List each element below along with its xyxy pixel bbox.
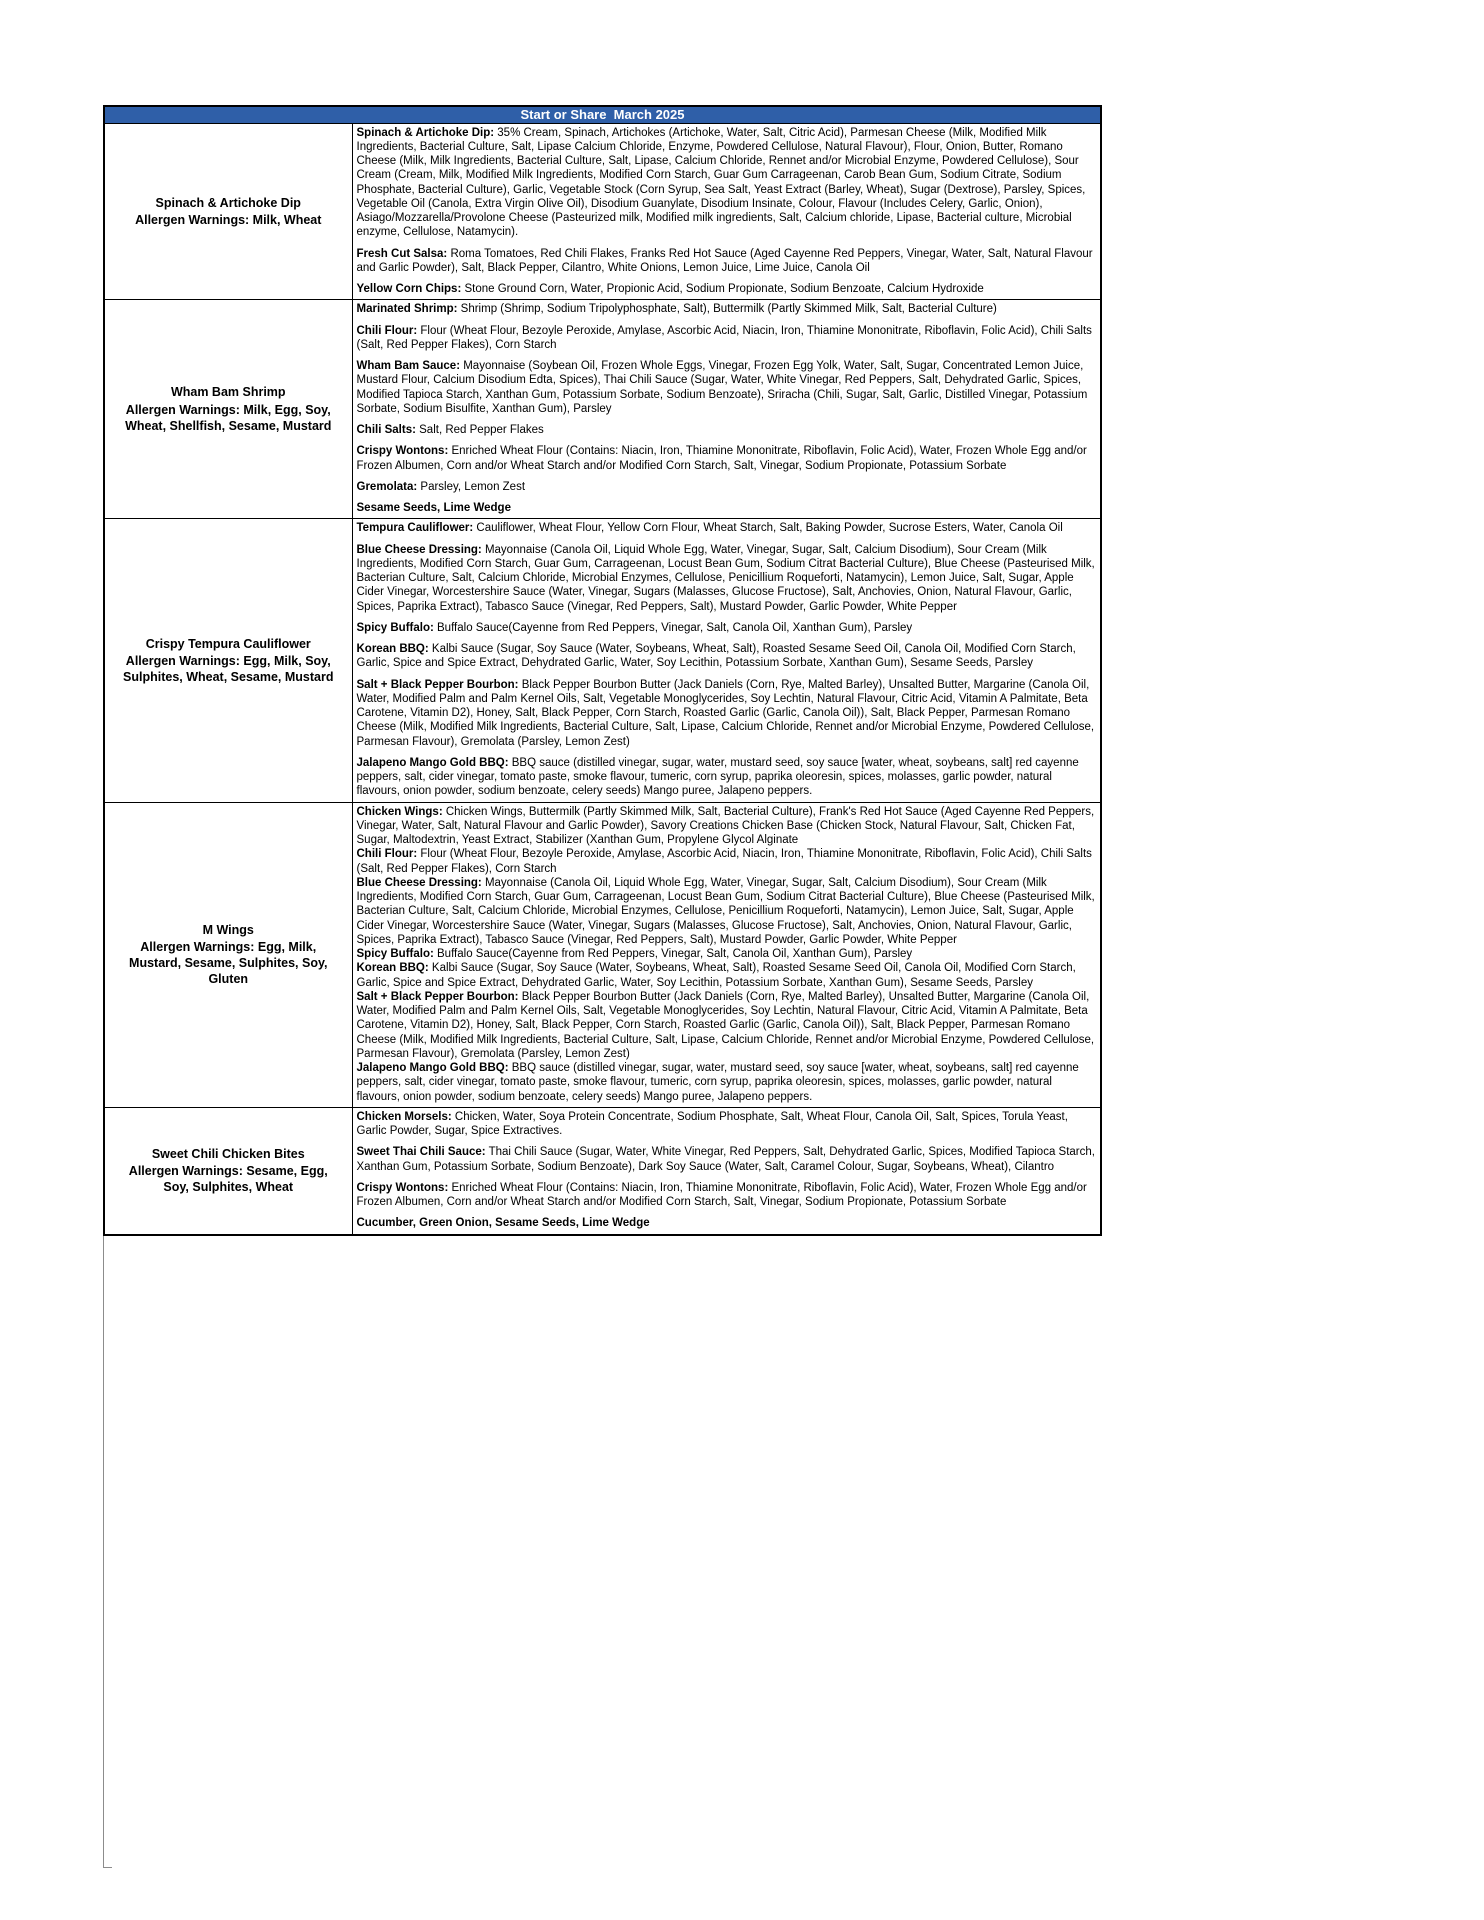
menu-row	[104, 300, 1101, 519]
ingredient-label: Crispy Wontons:	[356, 445, 449, 458]
ingredient-label: Chili Flour:	[356, 848, 418, 861]
menu-row	[104, 802, 1101, 1107]
ingredient-item: Jalapeno Mango Gold BBQ: BBQ sauce (distilled vinegar, sugar, water, mustard seed, soy sauce [water, wheat, soybeans, salt] red cayenne peppers, salt, cider vinegar, tomato paste, smoke flavour, tumeric, corn syrup, paprika oleoresin, spices, molasses, garlic powder, natural flavours, onion powder, sodium benzoate, celery seeds) Mango puree, Jalapeno peppers.	[356, 756, 1079, 798]
dish-name: M Wings	[202, 922, 254, 937]
ingredient-item: Wham Bam Sauce: Mayonnaise (Soybean Oil, Frozen Whole Eggs, Vinegar, Frozen Egg Yolk, Water, Salt, Sugar, Concentrated Lemon Juice, Mustard Flour, Calcium Disodium Edta, Spices), Thai Chili Sauce (Sugar, Water, White Vinegar, Red Peppers, Salt, Dehydrated Garlic, Spices, Modified Tapioca Starch, Xanthan Gum, Potassium Sorbate, Sodium Benzoate), Sriracha (Chili, Sugar, Salt, Garlic, Distilled Vinegar, Potassium Sorbate, Sodium Bisulfite, Xanthan Gum), Parsley	[356, 360, 1088, 415]
ingredient-item: Korean BBQ: Kalbi Sauce (Sugar, Soy Sauce (Water, Soybeans, Wheat, Salt), Roasted Sesame Seed Oil, Canola Oil, Modified Corn Starch, Garlic, Spice and Spice Extract, Dehydrated Garlic, Water, Soy Lecithin, Potassium Sorbate, Xanthan Gum), Sesame Seeds, Parsley	[356, 643, 1076, 670]
menu-row	[104, 123, 1101, 300]
menu-row	[104, 519, 1101, 802]
ingredients-cell	[352, 802, 1101, 1107]
ingredient-label: Chicken Morsels:	[356, 1110, 452, 1123]
ingredient-label: Yellow Corn Chips:	[356, 283, 462, 295]
ingredient-item: Sweet Thai Chili Sauce: Thai Chili Sauce (Sugar, Water, White Vinegar, Red Peppers, Salt, Dehydrated Garlic, Spices, Modified Tapioca Starch, Xanthan Gum, Potassium Sorbate, Sodium Benzoate), Dark Soy Sauce (Water, Salt, Caramel Colour, Sugar, Soybeans, Wheat), Cilantro	[356, 1146, 1095, 1173]
ingredient-item: Blue Cheese Dressing: Mayonnaise (Canola Oil, Liquid Whole Egg, Water, Vinegar, Sugar, Salt, Calcium Disodium), Sour Cream (Milk Ingredients, Modified Corn Starch, Guar Gum, Carrageenan, Locust Bean Gum, Sodium Citrat Bacterial Culture), Blue Cheese (Pasteurised Milk, Bacterian Culture, Salt, Calcium Chloride, Microbial Enzymes, Cellulose, Penicillium Roqueforti, Natamycin), Lemon Juice, Salt, Sugar, Apple Cider Vinegar, Worcestershire Sauce (Water, Vinegar, Sugars (Malasses, Glucose Fructose), Salt, Anchovies, Onion, Natural Flavour, Garlic, Spices, Paprika Extract), Tabasco Sauce (Vinegar, Red Peppers, Salt), Mustard Powder, Garlic Powder, White Pepper	[356, 876, 1095, 946]
allergen-warnings: Allergen Warnings: Milk, Egg, Soy, Wheat, Shellfish, Sesame, Mustard	[125, 402, 332, 433]
ingredient-label: Salt + Black Pepper Bourbon:	[356, 990, 519, 1003]
ingredient-label: Spicy Buffalo:	[356, 948, 434, 960]
dish-cell	[104, 802, 352, 1107]
allergen-warnings: Allergen Warnings: Egg, Milk, Mustard, Sesame, Sulphites, Soy, Gluten	[129, 939, 328, 987]
ingredient-label: Tempura Cauliflower:	[356, 522, 474, 535]
ingredients-cell	[352, 123, 1101, 300]
ingredient-item	[357, 1216, 1097, 1230]
dish-cell	[104, 300, 352, 519]
ingredient-label: Marinated Shrimp:	[356, 303, 458, 316]
ingredient-item: Yellow Corn Chips: Stone Ground Corn, Water, Propionic Acid, Sodium Propionate, Sodium Benzoate, Calcium Hydroxide	[356, 283, 984, 295]
ingredient-item: Salt + Black Pepper Bourbon: Black Pepper Bourbon Butter (Jack Daniels (Corn, Rye, Malted Barley), Unsalted Butter, Margarine (Canola Oil, Water, Modified Palm and Palm Kernel Oils, Salt, Vegetable Monoglycerides, Soy Lechtin, Natural Flavour, Citric Acid, Vitamin A Palmitate, Beta Carotene, Vitamin D2), Honey, Salt, Black Pepper, Corn Starch, Roasted Garlic (Garlic, Canola Oil)), Salt, Black Pepper, Parmesan Romano Cheese (Milk, Modified Milk Ingredients, Bacterial Culture, Salt, Lipase, Calcium Chloride, Rennet and/or Microbial Enzyme, Powdered Cellulose, Parmesan Flavour), Gremolata (Parsley, Lemon Zest)	[356, 678, 1095, 748]
ingredient-item: Korean BBQ: Kalbi Sauce (Sugar, Soy Sauce (Water, Soybeans, Wheat, Salt), Roasted Sesame Seed Oil, Canola Oil, Modified Corn Starch, Garlic, Spice and Spice Extract, Dehydrated Garlic, Water, Soy Lecithin, Potassium Sorbate, Xanthan Gum), Sesame Seeds, Parsley	[356, 962, 1076, 989]
menu-table	[103, 105, 1102, 1236]
ingredient-item: Chicken Morsels: Chicken, Water, Soya Protein Concentrate, Sodium Phosphate, Salt, Wheat Flour, Canola Oil, Salt, Spices, Torula Yeast, Garlic Powder, Sugar, Spice Extractives.	[356, 1110, 1068, 1137]
ingredient-item: Fresh Cut Salsa: Roma Tomatoes, Red Chili Flakes, Franks Red Hot Sauce (Aged Cayenne Red Peppers, Vinegar, Water, Salt, Natural Flavour and Garlic Powder), Salt, Black Pepper, Cilantro, White Onions, Lemon Juice, Lime Juice, Canola Oil	[356, 247, 1093, 274]
ingredient-item: Crispy Wontons: Enriched Wheat Flour (Contains: Niacin, Iron, Thiamine Mononitrate, Riboflavin, Folic Acid), Water, Frozen Whole Egg and/or Frozen Albumen, Corn and/or Wheat Starch and/or Modified Corn Starch, Salt, Vinegar, Sodium Propionate, Potassium Sorbate	[356, 1181, 1087, 1208]
ingredient-label: Chili Flour:	[356, 324, 418, 337]
allergen-warnings: Allergen Warnings: Sesame, Egg, Soy, Sulphites, Wheat	[128, 1164, 328, 1195]
ingredient-item: Gremolata: Parsley, Lemon Zest	[356, 480, 526, 493]
ingredients-cell	[352, 300, 1101, 519]
ingredients-cell	[352, 519, 1101, 802]
ingredient-item: Salt + Black Pepper Bourbon: Black Pepper Bourbon Butter (Jack Daniels (Corn, Rye, Malted Barley), Unsalted Butter, Margarine (Canola Oil, Water, Modified Palm and Palm Kernel Oils, Salt, Vegetable Monoglycerides, Soy Lechtin, Natural Flavour, Citric Acid, Vitamin A Palmitate, Beta Carotene, Vitamin D2), Honey, Salt, Black Pepper, Corn Starch, Roasted Garlic (Garlic, Canola Oil)), Salt, Black Pepper, Parmesan Romano Cheese (Milk, Modified Milk Ingredients, Bacterial Culture, Salt, Lipase, Calcium Chloride, Rennet and/or Microbial Enzyme, Powdered Cellulose, Parmesan Flavour), Gremolata (Parsley, Lemon Zest)	[356, 990, 1095, 1060]
ingredients-cell	[352, 1107, 1101, 1234]
dish-cell	[104, 123, 352, 300]
ingredient-item: Spicy Buffalo: Buffalo Sauce(Cayenne from Red Peppers, Vinegar, Salt, Canola Oil, Xanthan Gum), Parsley	[356, 621, 913, 634]
ingredient-label: Salt + Black Pepper Bourbon:	[356, 678, 519, 691]
table-title: Start or Share March 2025	[104, 106, 1101, 123]
ingredient-item: Spicy Buffalo: Buffalo Sauce(Cayenne from Red Peppers, Vinegar, Salt, Canola Oil, Xanthan Gum), Parsley	[356, 948, 913, 960]
grid-line-extension	[103, 1236, 112, 1868]
table-head	[104, 106, 1101, 123]
ingredient-label: Wham Bam Sauce:	[356, 360, 461, 372]
menu-sheet	[103, 105, 1102, 1868]
ingredient-label: Spinach & Artichoke Dip:	[356, 126, 495, 139]
dish-name: Wham Bam Shrimp	[170, 385, 286, 400]
ingredient-label: Fresh Cut Salsa:	[356, 247, 448, 260]
ingredient-item: Chicken Wings: Chicken Wings, Buttermilk (Partly Skimmed Milk, Salt, Bacterial Culture), Frank's Red Hot Sauce (Aged Cayenne Red Peppers, Vinegar, Water, Salt, Natural Flavour and Garlic Powder), Savory Creations Chicken Base (Chicken Stock, Natural Flavour, Salt, Chicken Fat, Sugar, Maltodextrin, Yeast Extract, Stabilizer (Xanthan Gum, Propylene Glycol Alginate	[356, 805, 1095, 846]
ingredient-item: Spinach & Artichoke Dip: 35% Cream, Spinach, Artichokes (Artichoke, Water, Salt, Citric Acid), Parmesan Cheese (Milk, Modified Milk Ingredients, Bacterial Culture, Salt, Lipase Calcium Chloride, Enzyme, Powdered Cellulose, Natural Flavour), Flour, Onion, Butter, Romano Cheese (Milk, Milk Ingredients, Bacterial Culture, Salt, Lipase, Calcium Chloride, Rennet and/or Microbial Enzyme, Powdered Cellulose), Sour Cream (Cream, Milk, Modified Milk Ingredients, Modified Corn Starch, Guar Gum Carrageenan, Carob Bean Gum, Sodium Citrate, Sodium Phosphate, Bacterial Culture), Garlic, Vegetable Stock (Corn Syrup, Sea Salt, Yeast Extract (Barley, Wheat), Sugar (Dextrose), Parsley, Spices, Vegetable Oil (Canola, Extra Virgin Olive Oil), Disodium Guanylate, Disodium Insinate, Colour, Flavour (Includes Celery, Garlic, Onion), Asiago/Mozzarella/Provolone Cheese (Pasteurized milk, Modified milk ingredients, Salt, Calcium chloride, Lipase, Bacterial culture, Microbial enzyme, Cellulose, Natamycin).	[356, 126, 1086, 239]
ingredient-item: Chili Flour: Flour (Wheat Flour, Bezoyle Peroxide, Amylase, Ascorbic Acid, Niacin, Iron, Thiamine Mononitrate, Riboflavin, Folic Acid), Chili Salts (Salt, Red Pepper Flakes), Corn Starch	[356, 848, 1092, 875]
ingredient-label: Jalapeno Mango Gold BBQ:	[356, 756, 509, 769]
ingredient-label: Spicy Buffalo:	[356, 621, 434, 634]
ingredient-label: Chili Salts:	[356, 424, 416, 436]
dish-name: Spinach & Artichoke Dip	[155, 195, 301, 210]
ingredient-item: Blue Cheese Dressing: Mayonnaise (Canola Oil, Liquid Whole Egg, Water, Vinegar, Sugar, Salt, Calcium Disodium), Sour Cream (Milk Ingredients, Modified Corn Starch, Guar Gum, Carrageenan, Locust Bean Gum, Sodium Citrat Bacterial Culture), Blue Cheese (Pasteurised Milk, Bacterian Culture, Salt, Calcium Chloride, Microbial Enzymes, Cellulose, Penicillium Roqueforti, Natamycin), Lemon Juice, Salt, Sugar, Apple Cider Vinegar, Worcestershire Sauce (Water, Vinegar, Sugars (Malasses, Glucose Fructose), Salt, Anchovies, Onion, Natural Flavour, Garlic, Spices, Paprika Extract), Tabasco Sauce (Vinegar, Red Peppers, Salt), Mustard Powder, Garlic Powder, White Pepper	[356, 543, 1095, 613]
allergen-warnings: Allergen Warnings: Milk, Wheat	[135, 212, 322, 227]
ingredient-label: Gremolata:	[356, 480, 418, 493]
ingredient-item: Crispy Wontons: Enriched Wheat Flour (Contains: Niacin, Iron, Thiamine Mononitrate, Riboflavin, Folic Acid), Water, Frozen Whole Egg and/or Frozen Albumen, Corn and/or Wheat Starch and/or Modified Corn Starch, Salt, Vinegar, Sodium Propionate, Potassium Sorbate	[356, 445, 1087, 472]
table-body	[104, 123, 1101, 1235]
ingredient-item: Chili Salts: Salt, Red Pepper Flakes	[356, 424, 544, 436]
ingredient-label: Jalapeno Mango Gold BBQ:	[356, 1062, 509, 1074]
ingredient-label: Sweet Thai Chili Sauce:	[356, 1146, 486, 1159]
ingredient-item: Jalapeno Mango Gold BBQ: BBQ sauce (distilled vinegar, sugar, water, mustard seed, soy sauce [water, wheat, soybeans, salt] red cayenne peppers, salt, cider vinegar, tomato paste, smoke flavour, tumeric, corn syrup, paprika oleoresin, spices, molasses, garlic powder, natural flavours, onion powder, sodium benzoate, celery seeds) Mango puree, Jalapeno peppers.	[356, 1062, 1079, 1103]
ingredient-label: Blue Cheese Dressing:	[356, 543, 482, 556]
ingredient-label: Crispy Wontons:	[356, 1181, 449, 1194]
ingredient-label: Cucumber, Green Onion, Sesame Seeds, Lime Wedge	[356, 1217, 650, 1230]
dish-cell	[104, 1107, 352, 1234]
dish-name: Crispy Tempura Cauliflower	[145, 636, 311, 651]
ingredient-label: Korean BBQ:	[356, 643, 429, 655]
ingredient-item: Chili Flour: Flour (Wheat Flour, Bezoyle Peroxide, Amylase, Ascorbic Acid, Niacin, Iron, Thiamine Mononitrate, Riboflavin, Folic Acid), Chili Salts (Salt, Red Pepper Flakes), Corn Starch	[356, 324, 1092, 351]
menu-row	[104, 1107, 1101, 1234]
ingredient-label: Korean BBQ:	[356, 962, 429, 975]
allergen-warnings: Allergen Warnings: Egg, Milk, Soy, Sulphites, Wheat, Sesame, Mustard	[123, 653, 334, 684]
ingredient-item	[357, 501, 1097, 515]
ingredient-label: Chicken Wings:	[356, 805, 443, 818]
header-row	[104, 106, 1101, 123]
dish-name: Sweet Chili Chicken Bites	[151, 1146, 305, 1161]
dish-cell	[104, 519, 352, 802]
ingredient-item: Tempura Cauliflower: Cauliflower, Wheat Flour, Yellow Corn Flour, Wheat Starch, Salt, Baking Powder, Sucrose Esters, Water, Canola Oil	[356, 522, 1063, 535]
ingredient-item: Marinated Shrimp: Shrimp (Shrimp, Sodium Tripolyphosphate, Salt), Buttermilk (Partly Skimmed Milk, Salt, Bacterial Culture)	[356, 303, 997, 316]
ingredient-label: Blue Cheese Dressing:	[356, 876, 482, 889]
ingredient-label: Sesame Seeds, Lime Wedge	[356, 502, 511, 514]
